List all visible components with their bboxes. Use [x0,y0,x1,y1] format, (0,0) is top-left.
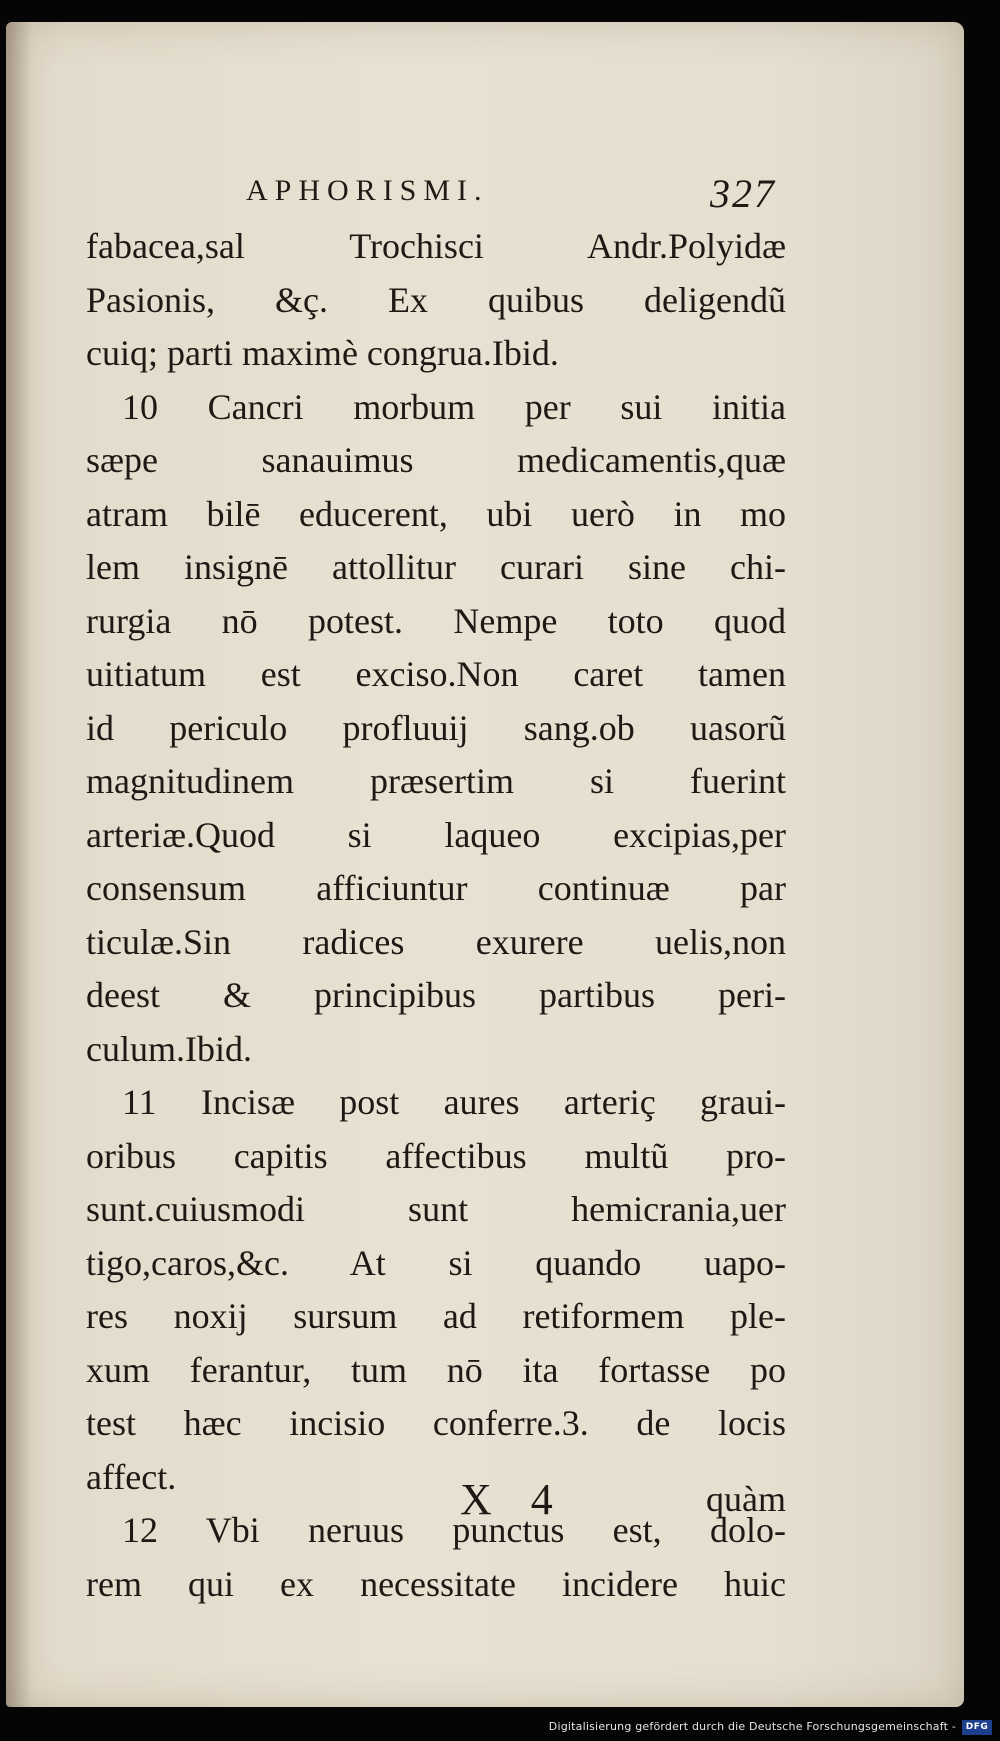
text-line: culum.Ibid. [86,1028,252,1069]
text-line: rem qui ex necessitate incidere huic [86,1563,786,1604]
running-head: APHORISMI. [246,174,489,207]
text-line: sæpe sanauimus medicamentis,quæ [86,440,786,480]
aphorism-10-start: 10 Cancri morbum per sui initia [122,386,786,427]
text-line: test hæc incisio conferre.3. de locis [86,1403,786,1443]
text-line: rurgia nō potest. Nempe toto quod [86,600,786,641]
text-line: fabacea,sal Trochisci Andr.Polyidæ [86,226,786,266]
page-footer [86,1474,786,1530]
page-header [86,170,776,216]
aphorism-12-start: 12 Vbi neruus punctus est, dolo- [122,1510,786,1550]
digitization-credit: Digitalisierung gefördert durch die Deutsche Forschungsgemeinschaft - [548,1720,956,1733]
text-line: cuiq; parti maximè congrua.Ibid. [86,333,559,373]
text-line: tigo,caros,&c. At si quando uapo- [86,1242,786,1283]
text-line: deest & principibus partibus peri- [86,975,786,1015]
text-line: affect. [86,1456,177,1497]
text-line: Pasionis, &ç. Ex quibus deligendũ [86,279,786,320]
catchword: quàm [706,1479,786,1519]
text-line: arteriæ.Quod si laqueo excipias,per [86,814,786,855]
text-line: oribus capitis affectibus multũ pro- [86,1135,786,1176]
text-line: magnitudinem præsertim si fuerint [86,761,786,801]
book-page [6,22,964,1707]
text-line: consensum afficiuntur continuæ par [86,868,786,908]
aphorism-11-start: 11 Incisæ post aures arteriç graui- [122,1082,786,1122]
text-line: sunt.cuiusmodi sunt hemicrania,uer [86,1189,786,1229]
text-line: atram bilē educerent, ubi uerò in mo [86,493,786,534]
text-line: ticulæ.Sin radices exurere uelis,non [86,921,786,962]
dfg-logo: DFG [962,1720,992,1735]
text-line: res noxij sursum ad retiformem ple- [86,1296,786,1336]
signature-mark: X 4 [460,1475,567,1524]
body-text [86,220,786,1611]
text-line: lem insignē attollitur curari sine chi- [86,547,786,587]
text-line: id periculo profluuij sang.ob uasorũ [86,707,786,748]
page-number: 327 [710,171,776,216]
text-line: xum ferantur, tum nō ita fortasse po [86,1349,786,1390]
text-line: uitiatum est exciso.Non caret tamen [86,654,786,694]
